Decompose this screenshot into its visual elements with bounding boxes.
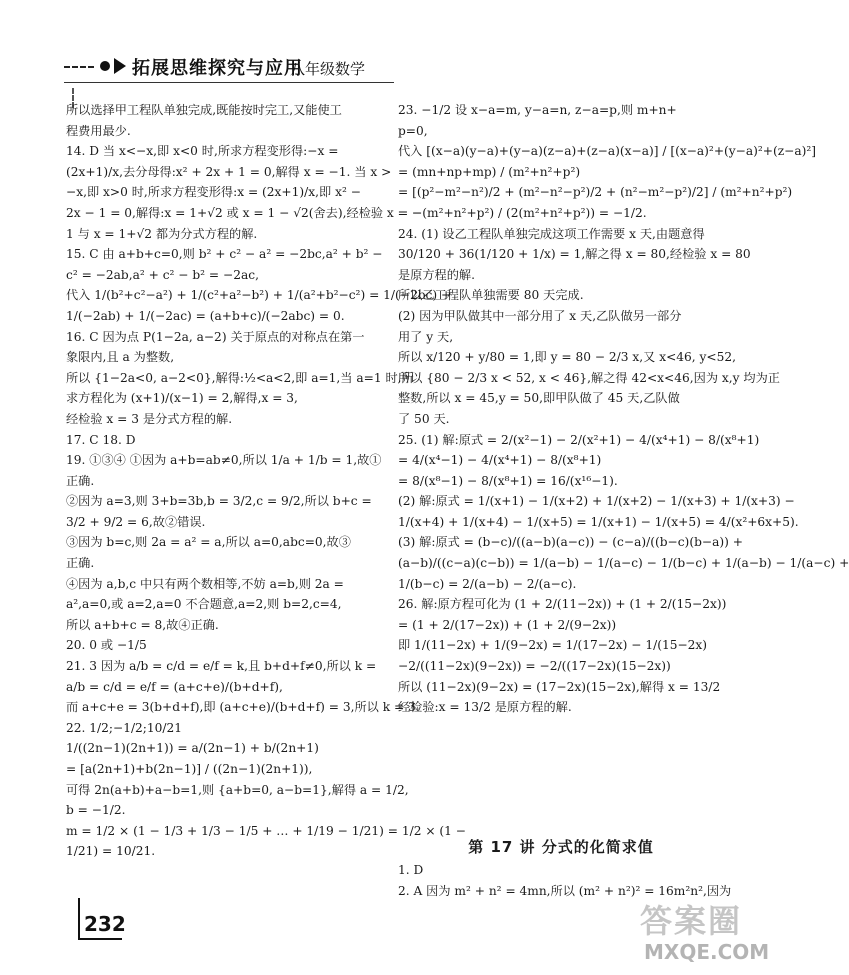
- text-line: 经检验 x = 3 是分式方程的解.: [66, 411, 233, 426]
- grade-label: 八年级数学: [290, 60, 366, 78]
- text-line: = −(m²+n²+p²) / (2(m²+n²+p²)) = −1/2.: [398, 205, 647, 220]
- text-line: 整数,所以 x = 45,y = 50,即甲队做了 45 天,乙队做: [398, 391, 680, 406]
- text-line: 代入 [(x−a)(y−a)+(y−a)(z−a)+(z−a)(x−a)] / [(x−a)²+(y−a)²+(z−a)²]: [398, 144, 817, 159]
- text-line: c² = −2ab,a² + c² − b² = −2ac,: [66, 267, 259, 282]
- series-title: 拓展思维探究与应用: [132, 58, 303, 79]
- text-line: 正确.: [66, 556, 95, 571]
- text-line: b = −1/2.: [66, 803, 126, 818]
- text-line: 了 50 天.: [398, 411, 450, 426]
- text-line: 2. A 因为 m² + n² = 4mn,所以 (m² + n²)² = 16m²n²,因为: [398, 883, 732, 898]
- text-line: 用了 y 天,: [398, 329, 454, 344]
- text-line: ③因为 b=c,则 2a = a² = a,所以 a=0,abc=0,故③: [66, 535, 351, 550]
- text-line: 2x − 1 = 0,解得:x = 1+√2 或 x = 1 − √2(舍去),经检验 x = −: [66, 205, 422, 220]
- text-line: 23. −1/2 设 x−a=m, y−a=n, z−a=p,则 m+n+: [398, 103, 677, 117]
- text-line: 1. D: [398, 863, 424, 877]
- text-line: 求方程化为 (x+1)/(x−1) = 2,解得,x = 3,: [66, 391, 298, 406]
- text-line: 1/(b−c) = 2/(a−b) − 2/(a−c).: [398, 576, 577, 591]
- text-line: 所以 (11−2x)(9−2x) = (17−2x)(15−2x),解得 x = 13/2: [398, 679, 721, 694]
- watermark: [640, 896, 770, 970]
- text-line: 25. (1) 解:原式 = 2/(x²−1) − 2/(x²+1) − 4/(x⁴+1) − 8/(x⁸+1): [398, 432, 760, 447]
- page-number: 232: [84, 912, 126, 936]
- text-line: 所以乙工程队单独需要 80 天完成.: [398, 288, 584, 303]
- text-line: (3) 解:原式 = (b−c)/((a−b)(a−c)) − (c−a)/((b−c)(b−a)) +: [398, 535, 743, 550]
- text-line: 30/120 + 36(1/120 + 1/x) = 1,解之得 x = 80,经检验 x = 80: [398, 247, 751, 262]
- text-line: 14. D 当 x<−x,即 x<0 时,所求方程变形得:−x =: [66, 144, 339, 159]
- text-line: = (1 + 2/(17−2x)) + (1 + 2/(9−2x)): [398, 617, 617, 632]
- right-column: [398, 100, 849, 718]
- text-line: 所以 {80 − 2/3 x < 52, x < 46},解之得 42<x<46,因为 x,y 均为正: [398, 370, 780, 385]
- text-line: 所以 x/120 + y/80 = 1,即 y = 80 − 2/3 x,又 x<46, y<52,: [398, 350, 737, 365]
- text-line: = 4/(x⁴−1) − 4/(x⁴+1) − 8/(x⁸+1): [398, 453, 602, 468]
- text-line: (a−b)/((c−a)(c−b)) = 1/(a−b) − 1/(a−c) − 1/(b−c) + 1/(a−b) − 1/(a−c) +: [398, 556, 849, 571]
- text-line: 20. 0 或 −1/5: [66, 638, 147, 653]
- section-answers: [398, 860, 732, 901]
- text-line: −2/((11−2x)(9−2x)) = −2/((17−2x)(15−2x)): [398, 659, 671, 674]
- text-line: a/b = c/d = e/f = (a+c+e)/(b+d+f),: [66, 679, 283, 694]
- text-line: −x,即 x>0 时,所求方程变形得:x = (2x+1)/x,即 x² −: [66, 185, 361, 200]
- text-line: 而 a+c+e = 3(b+d+f),即 (a+c+e)/(b+d+f) = 3,所以 k = 3.: [66, 700, 420, 715]
- text-line: 22. 1/2;−1/2;10/21: [66, 720, 183, 735]
- header-rule: [64, 82, 394, 83]
- text-line: = (mn+np+mp) / (m²+n²+p²): [398, 164, 581, 179]
- text-line: 正确.: [66, 473, 95, 488]
- text-line: 象限内,且 a 为整数,: [66, 350, 175, 365]
- text-line: 程费用最少.: [66, 123, 131, 138]
- bullet-dot-icon: [100, 61, 110, 71]
- text-line: 19. ①③④ ①因为 a+b=ab≠0,所以 1/a + 1/b = 1,故①: [66, 453, 382, 468]
- text-line: = [(p²−m²−n²)/2 + (m²−n²−p²)/2 + (n²−m²−p²)/2] / (m²+n²+p²): [398, 185, 793, 200]
- text-line: 26. 解:原方程可化为 (1 + 2/(11−2x)) + (1 + 2/(15−2x)): [398, 597, 727, 612]
- text-line: 15. C 由 a+b+c=0,则 b² + c² − a² = −2bc,a² + b² −: [66, 247, 383, 262]
- text-line: 即 1/(11−2x) + 1/(9−2x) = 1/(17−2x) − 1/(15−2x): [398, 638, 708, 653]
- page-corner-rule: [78, 898, 80, 938]
- watermark-site: MXQE.COM: [644, 940, 770, 964]
- text-line: 1 与 x = 1+√2 都为分式方程的解.: [66, 226, 258, 241]
- text-line: (2) 因为甲队做其中一部分用了 x 天,乙队做另一部分: [398, 308, 682, 323]
- watermark-logo: 答案圈: [640, 902, 743, 940]
- text-line: 3/2 + 9/2 = 6,故②错误.: [66, 514, 206, 529]
- text-line: a²,a=0,或 a=2,a=0 不合题意,a=2,则 b=2,c=4,: [66, 597, 342, 612]
- text-line: 1/21) = 10/21.: [66, 844, 156, 859]
- text-line: 所以 a+b+c = 8,故④正确.: [66, 617, 219, 632]
- header-dashed-rule: [64, 66, 94, 68]
- page-header: [64, 52, 724, 92]
- text-line: 代入 1/(b²+c²−a²) + 1/(c²+a²−b²) + 1/(a²+b²−c²) = 1/(−2bc) +: [66, 288, 452, 303]
- play-arrow-icon: [114, 58, 126, 74]
- page-corner-rule: [78, 938, 122, 940]
- text-line: 17. C 18. D: [66, 432, 136, 447]
- text-line: = [a(2n+1)+b(2n−1)] / ((2n−1)(2n+1)),: [66, 762, 313, 776]
- text-line: ②因为 a=3,则 3+b=3b,b = 3/2,c = 9/2,所以 b+c =: [66, 494, 372, 509]
- text-line: 是原方程的解.: [398, 267, 475, 282]
- text-line: m = 1/2 × (1 − 1/3 + 1/3 − 1/5 + … + 1/19 − 1/21) = 1/2 × (1 −: [66, 823, 467, 838]
- text-line: ④因为 a,b,c 中只有两个数相等,不妨 a=b,则 2a =: [66, 576, 344, 591]
- text-line: 1/(x+4) + 1/(x+4) − 1/(x+5) = 1/(x+1) − 1/(x+5) = 4/(x²+6x+5).: [398, 514, 799, 529]
- text-line: = 8/(x⁸−1) − 8/(x⁸+1) = 16/(x¹⁶−1).: [398, 473, 618, 488]
- text-line: 1/(−2ab) + 1/(−2ac) = (a+b+c)/(−2abc) = 0.: [66, 308, 345, 323]
- text-line: (2x+1)/x,去分母得:x² + 2x + 1 = 0,解得 x = −1. 当 x >: [66, 164, 392, 179]
- text-line: 所以选择甲工程队单独完成,既能按时完工,又能使工: [66, 103, 342, 117]
- text-line: 24. (1) 设乙工程队单独完成这项工作需要 x 天,由题意得: [398, 226, 705, 241]
- text-line: 可得 2n(a+b)+a−b=1,则 {a+b=0, a−b=1},解得 a = 1/2,: [66, 782, 409, 797]
- text-line: 16. C 因为点 P(1−2a, a−2) 关于原点的对称点在第一: [66, 329, 365, 344]
- text-line: (2) 解:原式 = 1/(x+1) − 1/(x+2) + 1/(x+2) − 1/(x+3) + 1/(x+3) −: [398, 494, 795, 509]
- section-title: 第 17 讲 分式的化简求值: [468, 838, 654, 856]
- text-line: 1/((2n−1)(2n+1)) = a/(2n−1) + b/(2n+1): [66, 741, 319, 756]
- text-line: 所以 {1−2a<0, a−2<0},解得:½<a<2,即 a=1,当 a=1 时,所: [66, 370, 414, 385]
- text-line: 21. 3 因为 a/b = c/d = e/f = k,且 b+d+f≠0,所以 k =: [66, 659, 377, 674]
- text-line: p=0,: [398, 123, 428, 138]
- text-line: 经检验:x = 13/2 是原方程的解.: [398, 700, 572, 715]
